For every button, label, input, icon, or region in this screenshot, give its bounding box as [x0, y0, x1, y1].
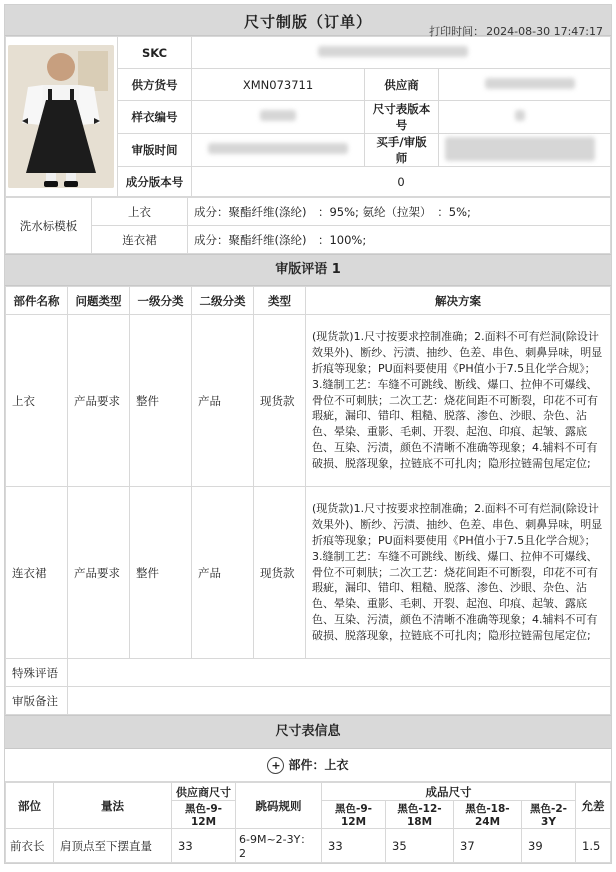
supplier-label: 供应商 — [365, 69, 439, 101]
size-header-supplier: 供应商尺寸 — [172, 783, 236, 801]
plus-circle-icon[interactable]: + — [267, 757, 284, 774]
size-row-value: 37 — [454, 829, 522, 863]
sample-no-value — [192, 101, 365, 134]
review-cat2: 产品 — [192, 315, 254, 487]
redacted-sample-no — [260, 110, 296, 121]
size-header-method: 量法 — [54, 783, 172, 829]
size-col-18-24m: 黑色-18-24M — [454, 801, 522, 829]
size-col-12-18m: 黑色-12-18M — [386, 801, 454, 829]
size-col-2-3y: 黑色-2-3Y — [522, 801, 576, 829]
review-issue: 产品要求 — [68, 315, 130, 487]
print-time — [427, 23, 603, 39]
size-row-rule: 6-9M~2-3Y：2 — [236, 829, 322, 863]
table-row — [6, 487, 611, 659]
print-time-value: 2024-08-30 17:47:17 — [486, 25, 603, 38]
size-header-rule: 跳码规则 — [236, 783, 322, 829]
redacted-size-version — [515, 110, 525, 121]
review-header-cat1: 一级分类 — [130, 287, 192, 315]
review-cat1: 整件 — [130, 487, 192, 659]
dress-illustration — [8, 45, 114, 188]
document-title: 尺寸制版（订单） — [243, 13, 372, 31]
wash-content-dress: 成分：聚酯纤维(涤纶) ：100%; — [188, 226, 611, 254]
review-solution: (现货款)1.尺寸按要求控制准确；2.面料不可有烂洞(除设计效果外)、断纱、污渍、抽纱、色差、串色、刺鼻异味，明显折痕等现象；PU面料要使用《PH值小于7.5且化学合规》；3.缝制工艺：车缝不可跳线、断线、爆口、拉伸不可爆线、骨位不可刺肤；二次工艺：烧花间距不可断裂，印花不可有瑕疵，漏印、错印、粗糙、脱落、渗色、沙眼、杂色、沾色、晕染、重影、毛刺、开裂、起泡、印痕、起皱、露底色、互染、污渍，颜色不清晰不准确等现象；4.辅料不可有破损、脱落现象，拉链底不可扎肉；隐形拉链需包尾定位; — [306, 315, 611, 487]
size-version-value — [439, 101, 611, 134]
info-table — [5, 36, 611, 197]
size-header-tolerance: 允差 — [576, 783, 611, 829]
size-row-part: 前衣长 — [6, 829, 54, 863]
table-row — [6, 315, 611, 487]
table-row — [6, 829, 611, 863]
supplier-code-label: 供方货号 — [118, 69, 192, 101]
size-header-supplier-sub: 黑色-9-12M — [172, 801, 236, 829]
review-type: 现货款 — [254, 315, 306, 487]
redacted-supplier — [485, 78, 575, 89]
size-row-method: 肩顶点至下摆直量 — [54, 829, 172, 863]
review-section-title: 审版评语 1 — [5, 254, 611, 286]
size-part-label: 部件：上衣 — [288, 758, 349, 772]
review-header-part: 部件名称 — [6, 287, 68, 315]
skc-label: SKC — [118, 37, 192, 69]
size-row-tolerance: 1.5 — [576, 829, 611, 863]
wash-part-dress: 连衣裙 — [92, 226, 188, 254]
size-header-part: 部位 — [6, 783, 54, 829]
size-row-value: 35 — [386, 829, 454, 863]
skc-value — [192, 37, 611, 69]
print-time-label: 打印时间： — [429, 25, 485, 38]
size-table — [5, 782, 611, 863]
size-version-label: 尺寸表版本号 — [365, 101, 439, 134]
wash-label-title: 洗水标模板 — [6, 198, 92, 254]
size-row-value: 39 — [522, 829, 576, 863]
wash-label-table — [5, 197, 611, 254]
review-time-label: 审版时间 — [118, 134, 192, 167]
document-header — [5, 5, 611, 36]
review-table — [5, 286, 611, 715]
review-header-cat2: 二级分类 — [192, 287, 254, 315]
wash-content-top: 成分：聚酯纤维(涤纶) ：95%; 氨纶（拉架） ：5%; — [188, 198, 611, 226]
document-frame — [4, 4, 612, 864]
review-remark-value — [68, 687, 611, 715]
size-row-supplier: 33 — [172, 829, 236, 863]
wash-part-top: 上衣 — [92, 198, 188, 226]
review-header-issue: 问题类型 — [68, 287, 130, 315]
review-header-type: 类型 — [254, 287, 306, 315]
sample-no-label: 样衣编号 — [118, 101, 192, 134]
size-col-9-12m: 黑色-9-12M — [322, 801, 386, 829]
size-section-title: 尺寸表信息 — [5, 715, 611, 749]
size-row-value: 33 — [322, 829, 386, 863]
special-comment-label: 特殊评语 — [6, 659, 68, 687]
redacted-buyer — [445, 137, 595, 161]
review-issue: 产品要求 — [68, 487, 130, 659]
buyer-value — [439, 134, 611, 167]
review-part: 上衣 — [6, 315, 68, 487]
size-header-finished: 成品尺寸 — [322, 783, 576, 801]
review-header-solution: 解决方案 — [306, 287, 611, 315]
redacted-review-time — [208, 143, 348, 154]
review-cat2: 产品 — [192, 487, 254, 659]
review-time-value — [192, 134, 365, 167]
review-remark-label: 审版备注 — [6, 687, 68, 715]
supplier-code-value: XMN073711 — [192, 69, 365, 101]
size-part-heading — [5, 749, 611, 782]
review-part: 连衣裙 — [6, 487, 68, 659]
supplier-value — [439, 69, 611, 101]
buyer-label: 买手/审版师 — [365, 134, 439, 167]
comp-version-label: 成分版本号 — [118, 167, 192, 197]
review-type: 现货款 — [254, 487, 306, 659]
product-photo-cell — [6, 37, 118, 197]
special-comment-value — [68, 659, 611, 687]
comp-version-value: 0 — [192, 167, 611, 197]
product-photo — [8, 45, 114, 188]
review-cat1: 整件 — [130, 315, 192, 487]
review-solution: (现货款)1.尺寸按要求控制准确；2.面料不可有烂洞(除设计效果外)、断纱、污渍、抽纱、色差、串色、刺鼻异味，明显折痕等现象；PU面料要使用《PH值小于7.5且化学合规》；3.缝制工艺：车缝不可跳线、断线、爆口、拉伸不可爆线、骨位不可刺肤；二次工艺：烧花间距不可断裂，印花不可有瑕疵，漏印、错印、粗糙、脱落、渗色、沙眼、杂色、沾色、晕染、重影、毛刺、开裂、起泡、印痕、起皱、露底色、互染、污渍，颜色不清晰不准确等现象；4.辅料不可有破损、脱落现象，拉链底不可扎肉；隐形拉链需包尾定位; — [306, 487, 611, 659]
redacted-skc — [318, 46, 468, 57]
